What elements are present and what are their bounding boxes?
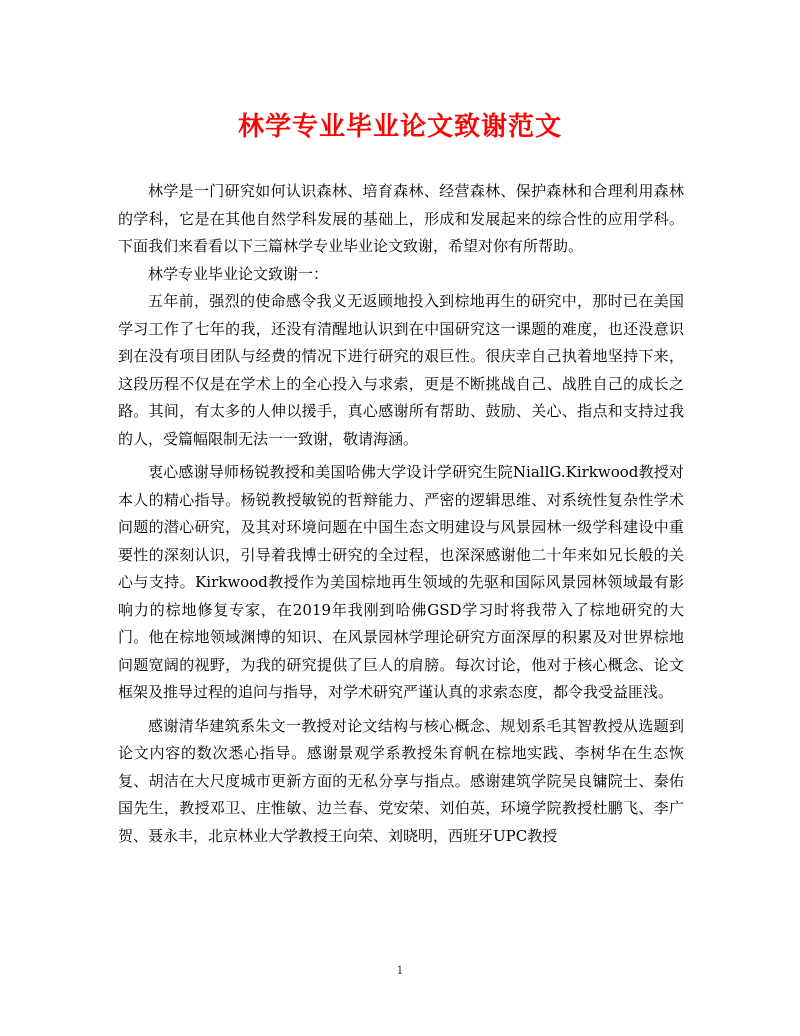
body-paragraph-2: 衷心感谢导师杨锐教授和美国哈佛大学设计学研究生院NiallG.Kirkwood教授对本人的精心指导。杨锐教授敏锐的哲辩能力、严密的逻辑思维、对系统性复杂性学术问题的潜心研究，及其对环境问题在中国生态文明建设与风景园林一级学科建设中重要性的深刻认识，引导着我博士研究的全过程，也深深感谢他二十年来如兄长般的关心与支持。Kirkwood教授作为美国棕地再生领域的先驱和国际风景园林领域最有影响力的棕地修复专家，在2019年我刚到哈佛GSD学习时将我带入了棕地研究的大门。他在棕地领域渊博的知识、在风景园林学理论研究方面深厚的积累及对世界棕地问题宽阔的视野，为我的研究提供了巨人的肩膀。每次讨论，他对于核心概念、论文框架及推导过程的追问与指导，对学术研究严谨认真的求索态度，都令我受益匪浅。 — [118, 463, 684, 701]
body-paragraph-3: 感谢清华建筑系朱文一教授对论文结构与核心概念、规划系毛其智教授从选题到论文内容的数次悉心指导。感谢景观学系教授朱育帆在棕地实践、李树华在生态恢复、胡洁在大尺度城市更新方面的无私分享与指点。感谢建筑学院吴良镛院士、秦佑国先生，教授邓卫、庄惟敏、边兰春、党安荣、刘伯英，环境学院教授杜鹏飞、李广贺、聂永丰，北京林业大学教授王向荣、刘晓明，西班牙UPC教授 — [118, 716, 684, 845]
section-heading-paragraph: 林学专业毕业论文致谢一： — [148, 264, 329, 283]
page-number: 1 — [396, 964, 404, 977]
document-body — [118, 178, 684, 850]
intro-paragraph: 林学是一门研究如何认识森林、培育森林、经营森林、保护森林和合理利用森林的学科，它是在其他自然学科发展的基础上，形成和发展起来的综合性的应用学科。下面我们来看看以下三篇林学专业毕业论文致谢，希望对你有所帮助。 — [118, 182, 684, 255]
body-paragraph-1: 五年前，强烈的使命感令我义无返顾地投入到棕地再生的研究中，那时已在美国学习工作了七年的我，还没有清醒地认识到在中国研究这一课题的难度，也还没意识到在没有项目团队与经费的情况下进行研究的艰巨性。很庆幸自己执着地坚持下来，这段历程不仅是在学术上的全心投入与求索，更是不断挑战自己、战胜自己的成长之路。其间，有太多的人伸以援手，真心感谢所有帮助、鼓励、关心、指点和支持过我的人，受篇幅限制无法一一致谢，敬请海涵。 — [118, 292, 684, 448]
document-title: 林学专业毕业论文致谢范文 — [237, 112, 562, 142]
